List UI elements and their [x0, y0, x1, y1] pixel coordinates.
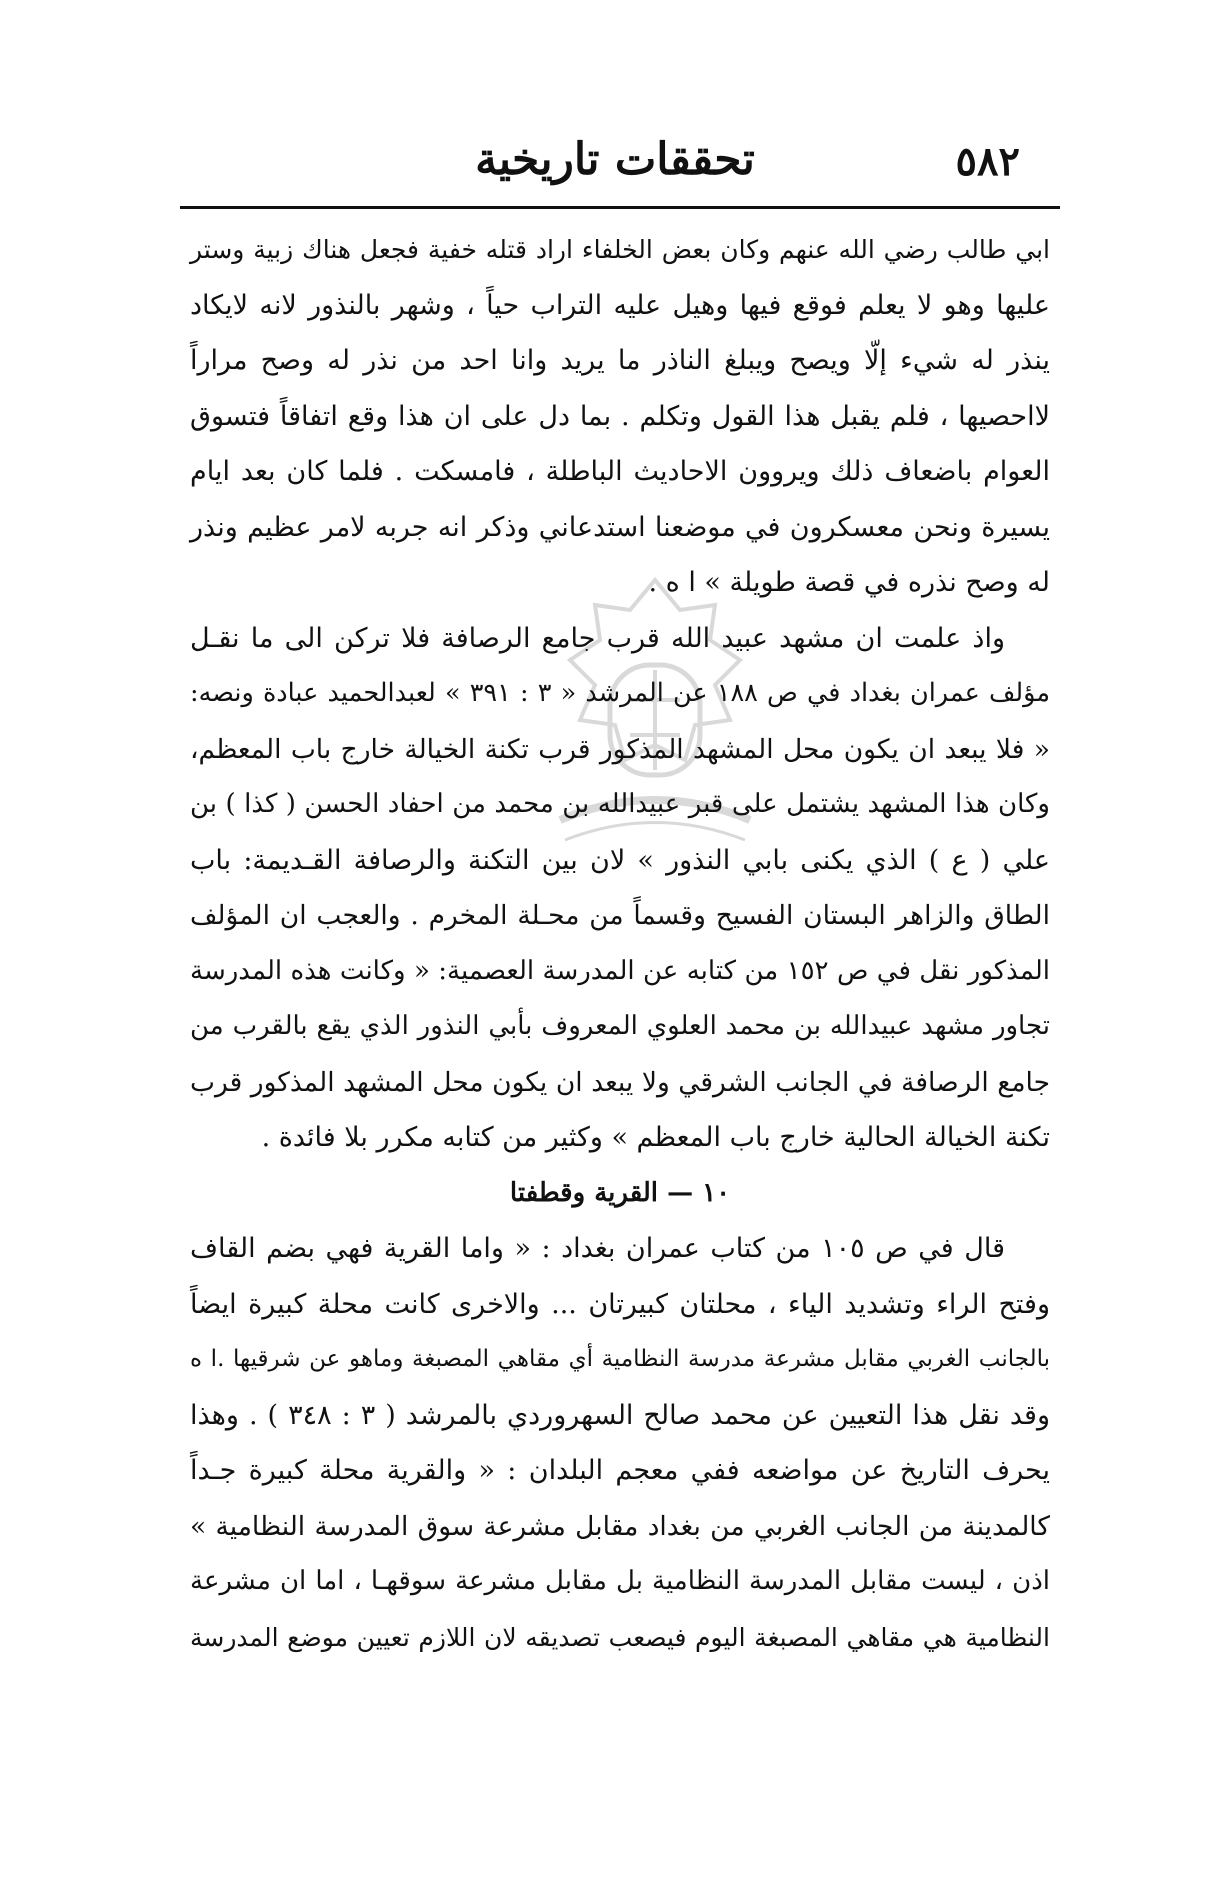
text-line: المذكور نقل في ص ١٥٢ من كتابه عن المدرسة العصمية: « وكانت هذه المدرسة — [190, 955, 1050, 986]
text-line: تجاور مشهد عبيدالله بن محمد العلوي المعروف بأبي النذور الذي يقع بالقرب من — [190, 1011, 1050, 1041]
paragraph-3 — [190, 1221, 1050, 1665]
text-line: بالجانب الغربي مقابل مشرعة مدرسة النظامية أي مقاهي المصبغة وماهو عن شرقيها .ا ه — [190, 1346, 1050, 1372]
text-line: وقد نقل هذا التعيين عن محمد صالح السهروردي بالمرشد ( ٣ : ٣٤٨ ) . وهذا — [190, 1399, 1050, 1431]
running-title: تحققات تاريخية — [475, 134, 755, 185]
header-rule — [180, 206, 1060, 209]
text-line: عليها وهو لا يعلم فوقع فيها وهيل عليه التراب حياً ، وشهر بالنذور لانه لايكاد — [190, 289, 1050, 321]
text-line: العوام باضعاف ذلك ويروون الاحاديث الباطلة ، فامسكت . فلما كان بعد ايام — [190, 456, 1050, 487]
text-line: واذ علمت ان مشهد عبيد الله قرب جامع الرصافة فلا تركن الى ما نقـل — [190, 622, 1005, 654]
text-line: يسيرة ونحن معسكرون في موضعنا استدعاني وذكر انه جربه لامر عظيم ونذر — [190, 511, 1050, 543]
text-line: الطاق والزاهر البستان الفسيح وقسماً من محـلة المخرم . والعجب ان المؤلف — [190, 900, 1050, 931]
text-line: كالمدينة من الجانب الغربي من بغداد مقابل مشرعة سوق المدرسة النظامية » — [190, 1510, 1050, 1542]
text-line: ابي طالب رضي الله عنهم وكان بعض الخلفاء اراد قتله خفية فجعل هناك زبية وستر — [190, 235, 1050, 264]
page-number: ٥٨٢ — [955, 138, 1020, 185]
text-line: النظامية هي مقاهي المصبغة اليوم فيصعب تصديقه لان اللازم تعيين موضع المدرسة — [190, 1622, 1050, 1652]
paragraph-1 — [190, 222, 1050, 611]
text-line: « فلا يبعد ان يكون محل المشهد المذكور قرب تكنة الخيالة خارج باب المعظم، — [190, 733, 1050, 765]
text-line: يحرف التاريخ عن مواضعه ففي معجم البلدان : « والقرية محلة كبيرة جـداً — [190, 1455, 1050, 1486]
section-heading: ١٠ — القرية وقطفتا — [509, 1177, 731, 1208]
text-line: علي ( ع ) الذي يكنى بابي النذور » لان بين التكنة والرصافة القـديمة: باب — [190, 844, 1050, 876]
text-line: قال في ص ١٠٥ من كتاب عمران بغداد : « واما القرية فهي بضم القاف — [190, 1233, 1005, 1264]
page-header — [180, 120, 1050, 200]
paragraph-2 — [190, 611, 1050, 1166]
text-line: وفتح الراء وتشديد الياء ، محلتان كبيرتان ... والاخرى كانت محلة كبيرة ايضاً — [190, 1288, 1050, 1320]
text-line: جامع الرصافة في الجانب الشرقي ولا يبعد ان يكون محل المشهد المذكور قرب — [190, 1066, 1050, 1098]
text-line: تكنة الخيالة الحالية خارج باب المعظم » وكثير من كتابه مكرر بلا فائدة . — [261, 1122, 1050, 1153]
text-line: وكان هذا المشهد يشتمل على قبر عبيدالله بن محمد من احفاد الحسن ( كذا ) بن — [190, 789, 1050, 819]
section-heading-block — [190, 1166, 1050, 1222]
text-line: ينذر له شيء إلّا ويصح ويبلغ الناذر ما يريد وانا احد من نذر له وصح مراراً — [190, 345, 1050, 376]
text-line: اذن ، ليست مقابل المدرسة النظامية بل مقابل مشرعة سوقهـا ، اما ان مشرعة — [190, 1566, 1050, 1596]
body-text — [190, 222, 1050, 1665]
text-line: لااحصيها ، فلم يقبل هذا القول وتكلم . بما دل على ان هذا وقع اتفاقاً فتسوق — [190, 400, 1050, 432]
text-line: له وصح نذره في قصة طويلة » ا ه . — [648, 567, 1050, 598]
text-line: مؤلف عمران بغداد في ص ١٨٨ عن المرشد « ٣ : ٣٩١ » لعبدالحميد عبادة ونصه: — [190, 678, 1050, 708]
